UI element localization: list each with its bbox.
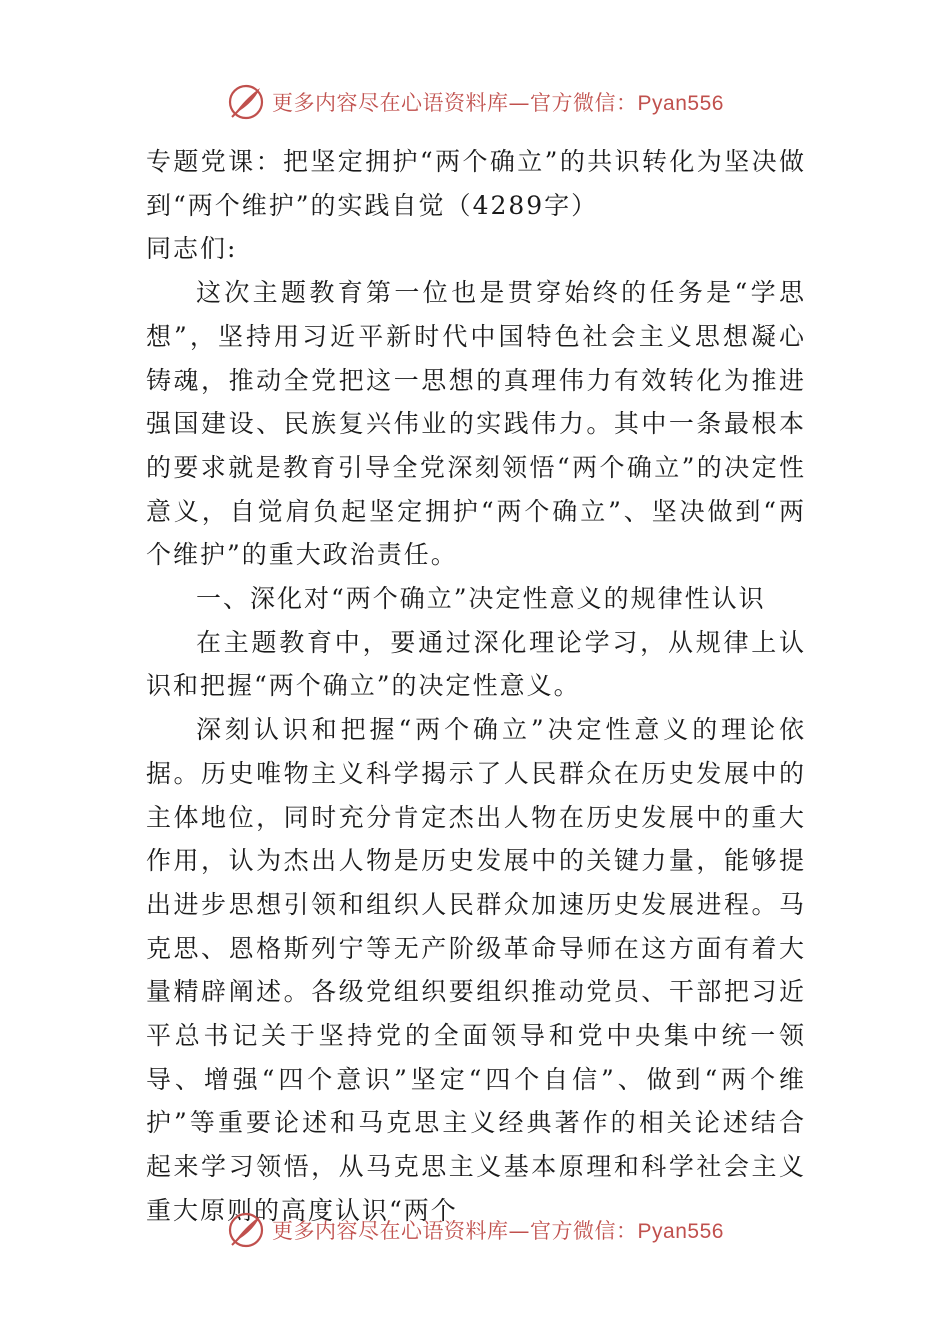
document-body [146, 140, 806, 1233]
paragraph-intro: 这次主题教育第一位也是贯穿始终的任务是“学思想”，坚持用习近平新时代中国特色社会主义思想凝心铸魂，推动全党把这一思想的真理伟力有效转化为推进强国建设、民族复兴伟业的实践伟力。其中一条最根本的要求就是教育引导全党深刻领悟“两个确立”的决定性意义，自觉肩负起坚定拥护“两个确立”、坚决做到“两个维护”的重大政治责任。 [146, 278, 806, 570]
greeting: 同志们: [146, 234, 238, 264]
wechat-id: Pyan556 [637, 1220, 724, 1243]
header-watermark [0, 80, 950, 124]
wechat-id: Pyan556 [637, 92, 724, 115]
section-heading-1: 一、深化对“两个确立”决定性意义的规律性认识 [196, 584, 766, 614]
watermark-text: 更多内容尽在心语资料库—官方微信：Pyan556 [272, 91, 724, 115]
quill-pen-circle-icon [226, 1210, 266, 1250]
quill-pen-circle-icon [226, 82, 266, 122]
paragraph-theory-basis: 深刻认识和把握“两个确立”决定性意义的理论依据。历史唯物主义科学揭示了人民群众在历史发展中的主体地位，同时充分肯定杰出人物在历史发展中的重大作用，认为杰出人物是历史发展中的关键力量，能够提出进步思想引领和组织人民群众加速历史发展进程。马克思、恩格斯列宁等无产阶级革命导师在这方面有着大量精辟阐述。各级党组织要组织推动党员、干部把习近平总书记关于坚持党的全面领导和党中央集中统一领导、增强“四个意识”坚定“四个自信”、做到“两个维护”等重要论述和马克思主义经典著作的相关论述结合起来学习领悟，从马克思主义基本原理和科学社会主义重大原则的高度认识“两个 [146, 715, 806, 1225]
paragraph-section-1-lead: 在主题教育中，要通过深化理论学习，从规律上认识和把握“两个确立”的决定性意义。 [146, 627, 806, 701]
footer-watermark [0, 1208, 950, 1252]
document-title: 专题党课：把坚定拥护“两个确立”的共识转化为坚决做到“两个维护”的实践自觉（4289字） [146, 147, 806, 220]
watermark-text: 更多内容尽在心语资料库—官方微信：Pyan556 [272, 1219, 724, 1243]
